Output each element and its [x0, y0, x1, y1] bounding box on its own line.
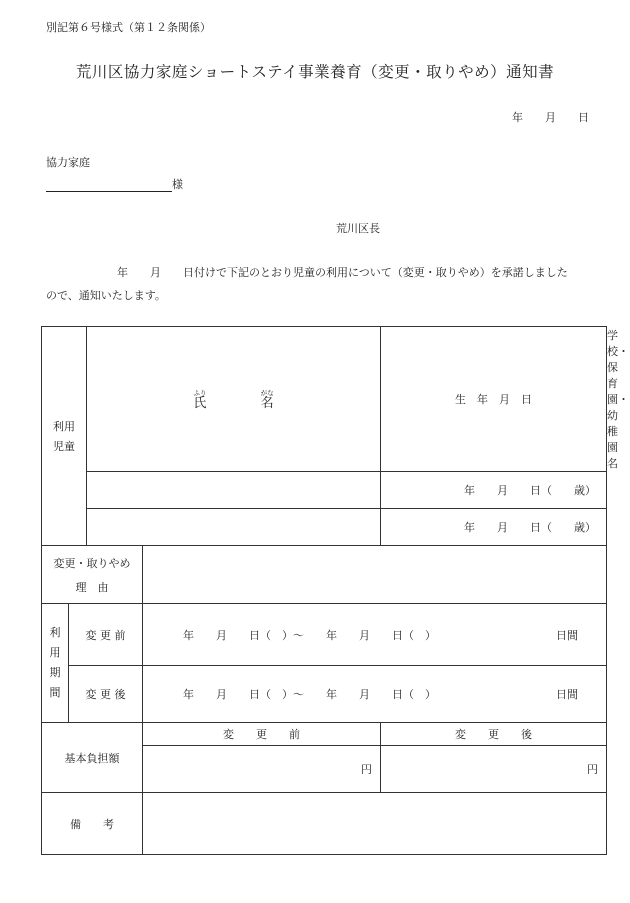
remarks-label: 備 考: [42, 793, 143, 855]
name-char-2: 名がな: [260, 388, 274, 411]
child-1-name-cell[interactable]: [87, 472, 381, 509]
period-after-cell[interactable]: [143, 666, 607, 723]
fee-before-currency: 円: [361, 763, 373, 776]
child-2-name-cell[interactable]: [87, 509, 381, 546]
form-reference: 別記第６号様式（第１２条関係）: [46, 21, 211, 34]
recipient-name-line: [46, 176, 183, 192]
child-label-line-1: 利用: [53, 420, 75, 433]
period-after-label: 変 更 後: [69, 666, 143, 723]
period-label-char: 間: [49, 686, 61, 699]
name-header: [87, 327, 381, 472]
period-label-char: 利: [49, 626, 61, 639]
period-before-label: 変 更 前: [69, 604, 143, 666]
reason-label: [42, 546, 143, 604]
period-vertical-label: [42, 604, 69, 723]
period-label-char: 用: [49, 646, 61, 659]
period-after-days: 日間: [556, 688, 579, 701]
child-label-line-2: 児童: [53, 440, 75, 453]
child-1-dob-cell[interactable]: 年 月 日（ 歳）: [381, 472, 607, 509]
reason-label-line-1: 変更・取りやめ: [53, 556, 131, 570]
recipient-label: 協力家庭: [46, 156, 90, 169]
period-before-days: 日間: [556, 628, 579, 642]
period-before-range: 年 月 日（ ）〜 年 月 日（ ）: [183, 628, 436, 642]
notice-form-table: 利用 児童 氏ふり 名がな 生 年 月 日 学校・保育園・幼稚園名 年 月 日（ 歳） 年 月 日（ 歳） 変更・取りやめ 理 由 利 用 期 間 変 更 前 年 月 日（ ）〜 年 月 日（ ） 日間 変 更 後 年 月 日（ ）〜 年 月 日（ ） 日間 基本負担額 変 更 前 変 更 後 円 円 備 考: [41, 326, 607, 855]
date-day-label: 日: [578, 111, 589, 124]
period-label-char: 期: [49, 666, 61, 679]
fee-after-header: 変 更 後: [381, 723, 607, 746]
date-month-label: 月: [545, 111, 556, 124]
reason-cell[interactable]: [143, 546, 607, 604]
fee-after-amount-cell[interactable]: [381, 746, 607, 793]
remarks-cell[interactable]: [143, 793, 607, 855]
fee-before-header: 変 更 前: [143, 723, 381, 746]
fee-before-amount-cell[interactable]: [143, 746, 381, 793]
dob-header: 生 年 月 日: [381, 327, 607, 472]
recipient-name-blank[interactable]: [46, 179, 172, 192]
child-2-dob-cell[interactable]: 年 月 日（ 歳）: [381, 509, 607, 546]
body-text-line-1: 年 月 日付けで下記のとおり児童の利用について（変更・取りやめ）を承諾しました: [117, 266, 568, 279]
period-after-range: 年 月 日（ ）〜 年 月 日（ ）: [183, 688, 436, 701]
child-section-label: [42, 327, 87, 546]
reason-label-line-2: 理 由: [75, 580, 109, 594]
recipient-honorific: 様: [172, 178, 183, 191]
document-title: 荒川区協力家庭ショートステイ事業養育（変更・取りやめ）通知書: [75, 63, 555, 81]
date-year-label: 年: [512, 111, 523, 124]
issue-date: [512, 109, 589, 125]
fee-label: 基本負担額: [42, 723, 143, 793]
issuer-name: 荒川区長: [336, 222, 380, 235]
fee-after-currency: 円: [587, 763, 599, 776]
period-before-cell[interactable]: [143, 604, 607, 666]
name-char-1: 氏ふり: [193, 388, 207, 411]
body-text-line-2: ので、通知いたします。: [46, 289, 166, 302]
